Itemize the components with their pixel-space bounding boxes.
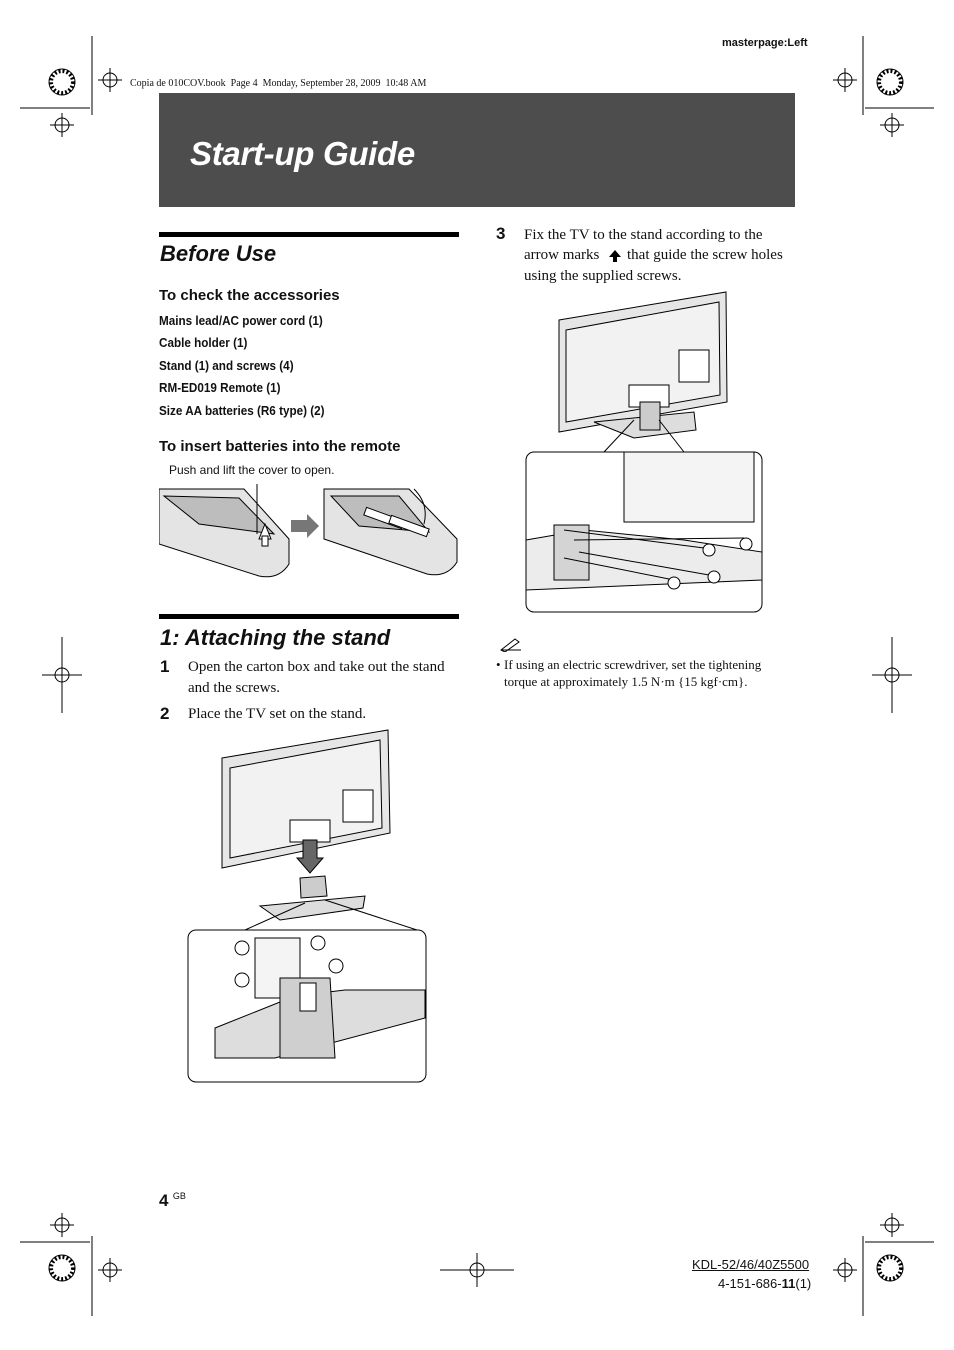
document-code bbox=[718, 1276, 811, 1291]
document-code-bold: 11 bbox=[781, 1276, 796, 1291]
batteries-heading: To insert batteries into the remote bbox=[159, 438, 401, 455]
step-number: 2 bbox=[160, 704, 170, 723]
page-number-suffix: GB bbox=[172, 1191, 186, 1201]
step-text: Open the carton box and take out the stand bbox=[188, 659, 445, 675]
remote-battery-illustration bbox=[159, 484, 459, 580]
note-bullet: • bbox=[496, 657, 501, 672]
file-info-line: Copia de 010COV.book Page 4 Monday, September 28, 2009 10:48 AM bbox=[130, 78, 427, 89]
section-rule-before-use bbox=[159, 232, 459, 237]
accessories-heading: To check the accessories bbox=[159, 287, 340, 304]
arrow-mark-icon bbox=[608, 249, 622, 263]
section-title-before-use: Before Use bbox=[160, 241, 277, 266]
accessory-item: Mains lead/AC power cord (1) bbox=[159, 313, 323, 328]
step-text: Place the TV set on the stand. bbox=[188, 706, 367, 722]
section-rule-attaching bbox=[159, 614, 459, 619]
note-text: If using an electric screwdriver, set the tightening bbox=[504, 657, 762, 672]
accessory-item: Stand (1) and screws (4) bbox=[159, 358, 294, 373]
step-text: arrow marks bbox=[524, 247, 600, 263]
document-code-suffix: (1) bbox=[795, 1276, 812, 1291]
step-text: Fix the TV to the stand according to the bbox=[524, 227, 763, 243]
screw-fixing-illustration bbox=[524, 290, 766, 614]
accessory-item: Cable holder (1) bbox=[159, 335, 248, 350]
step-text: and the screws. bbox=[188, 680, 281, 696]
step-text: using the supplied screws. bbox=[524, 268, 682, 284]
step-number: 3 bbox=[496, 224, 506, 243]
document-code-prefix: 4-151-686- bbox=[718, 1276, 782, 1291]
step-text: that guide the screw holes bbox=[627, 247, 783, 263]
model-number: KDL-52/46/40Z5500 bbox=[692, 1257, 810, 1272]
accessory-item: Size AA batteries (R6 type) (2) bbox=[159, 403, 325, 418]
page-number bbox=[159, 1191, 186, 1211]
step-number: 1 bbox=[160, 657, 170, 676]
page-title: Start-up Guide bbox=[190, 135, 415, 172]
batteries-caption: Push and lift the cover to open. bbox=[169, 463, 335, 477]
note-text: torque at approximately 1.5 N·m {15 kgf·cm}. bbox=[504, 674, 748, 689]
masterpage-label: masterpage:Left bbox=[722, 37, 808, 49]
section-title-attaching: 1: Attaching the stand bbox=[160, 625, 391, 650]
page-number-value: 4 bbox=[159, 1191, 169, 1210]
accessory-item: RM-ED019 Remote (1) bbox=[159, 380, 281, 395]
tv-placement-illustration bbox=[185, 728, 430, 1086]
note-pencil-icon bbox=[499, 636, 523, 652]
